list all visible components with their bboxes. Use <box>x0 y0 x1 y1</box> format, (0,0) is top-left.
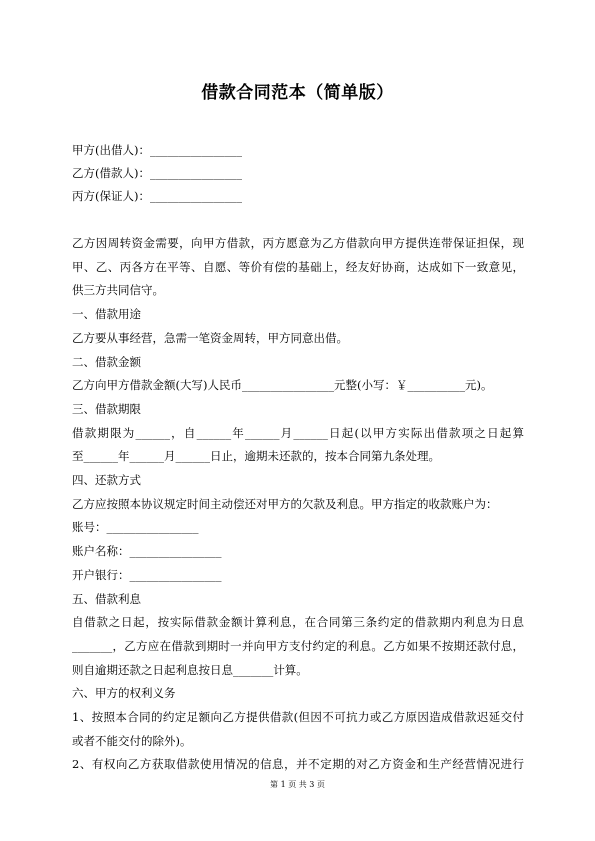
clause-text: 乙方要从事经营，急需一笔资金周转，甲方同意出借。 <box>72 330 348 345</box>
section-heading: 一、借款用途 <box>72 307 141 322</box>
clause-text: 乙方应按照本协议规定时间主动偿还对甲方的欠款及利息。甲方指定的收款账户为： <box>72 496 498 511</box>
bank-line: 开户银行：________________ <box>72 567 222 582</box>
party-a-line: 甲方(出借人)：________________ <box>72 143 242 157</box>
clause-text: 或者不能交付的除外)。 <box>72 733 192 748</box>
party-c-line: 丙方(保证人)：________________ <box>72 189 242 203</box>
page-footer: 第 1 页 共 3 页 <box>270 780 325 789</box>
clause-text: _______，乙方应在借款到期时一并向甲方支付约定的利息。乙方如果不按期还款付息， <box>72 638 524 653</box>
document-title: 借款合同范本（简单版） <box>201 83 394 103</box>
section-heading: 六、甲方的权利义务 <box>72 686 176 701</box>
party-b-line: 乙方(借款人)：________________ <box>72 166 242 180</box>
section-heading: 四、还款方式 <box>72 473 141 488</box>
section-heading: 三、借款期限 <box>72 401 141 416</box>
section-heading: 五、借款利息 <box>72 591 141 606</box>
account-name-line: 账户名称：________________ <box>72 544 222 559</box>
intro-line: 供三方共同信守。 <box>72 283 164 298</box>
clause-text: 1、按照本合同的约定足额向乙方提供借款(但因不可抗力或乙方原因造成借款迟延交付 <box>72 710 524 725</box>
intro-line: 乙方因周转资金需要，向甲方借款，丙方愿意为乙方借款向甲方提供连带保证担保，现 <box>72 236 524 250</box>
section-heading: 二、借款金额 <box>72 354 141 369</box>
clause-text: 2、有权向乙方获取借款使用情况的信息，并不定期的对乙方资金和生产经营情况进行 <box>72 757 524 772</box>
account-number-line: 账号：________________ <box>72 520 199 535</box>
clause-text: 则自逾期还款之日起利息按日息_______计算。 <box>72 662 308 677</box>
intro-line: 甲、乙、丙各方在平等、自愿、等价有偿的基础上，经友好协商，达成如下一致意见， <box>72 259 524 274</box>
clause-text: 自借款之日起，按实际借款金额计算利息，在合同第三条约定的借款期内利息为日息 <box>72 615 524 630</box>
clause-text: 至______年______月______日止，逾期未还款的，按本合同第九条处理。 <box>72 449 440 464</box>
contract-body <box>72 232 524 777</box>
clause-text: 乙方向甲方借款金额(大写)人民币________________元整(小写：￥__________元)。 <box>72 378 493 393</box>
clause-text: 借款期限为______，自______年______月______日起(以甲方实际出借款项之日起算 <box>72 425 524 440</box>
